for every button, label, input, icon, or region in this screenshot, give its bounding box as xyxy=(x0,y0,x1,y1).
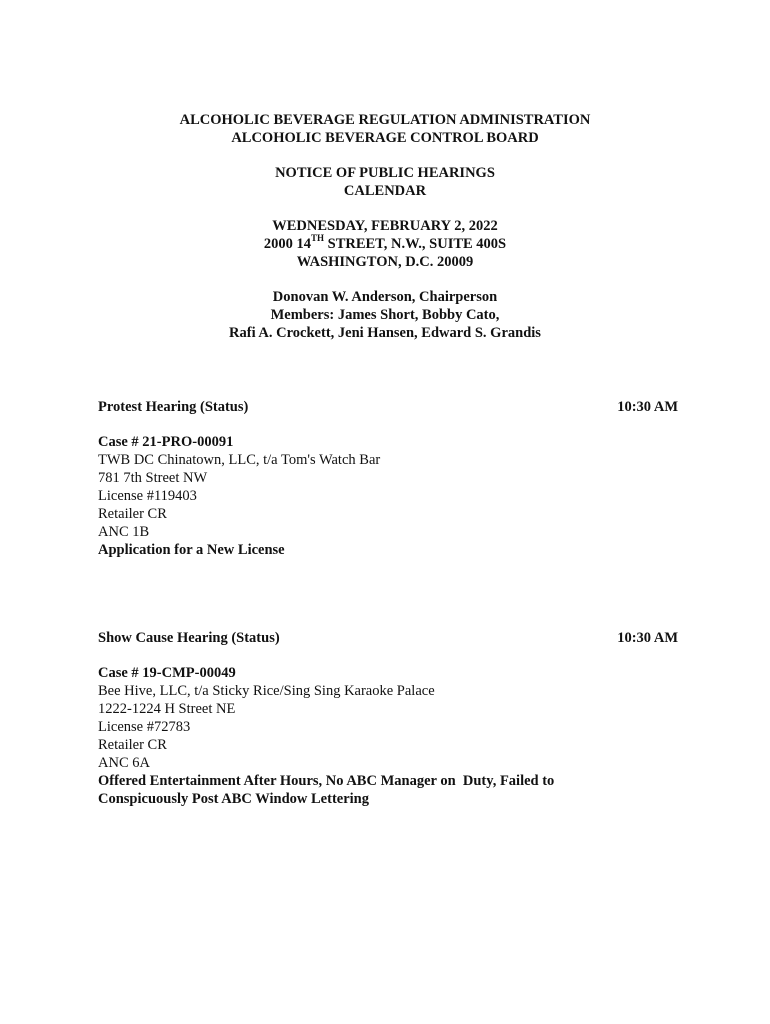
document-header xyxy=(0,111,770,342)
case-address: 781 7th Street NW xyxy=(98,470,208,486)
case-entity: Bee Hive, LLC, t/a Sticky Rice/Sing Sing Karaoke Palace xyxy=(98,683,435,699)
board-name: ALCOHOLIC BEVERAGE CONTROL BOARD xyxy=(231,130,539,146)
case-license-class: Retailer CR xyxy=(98,506,167,522)
case-anc: ANC 6A xyxy=(98,755,150,771)
hearing-city: WASHINGTON, D.C. 20009 xyxy=(296,254,474,270)
case-number: Case # 21-PRO-00091 xyxy=(98,434,234,450)
hearing-heading xyxy=(98,398,678,416)
hearing-type: Protest Hearing (Status) xyxy=(98,399,249,415)
case-entity: TWB DC Chinatown, LLC, t/a Tom's Watch Bar xyxy=(98,452,381,468)
case-license: License #119403 xyxy=(98,488,197,504)
case-license: License #72783 xyxy=(98,719,191,735)
hearing-time: 10:30 AM xyxy=(617,399,678,415)
case-license-class: Retailer CR xyxy=(98,737,167,753)
hearing-time: 10:30 AM xyxy=(617,630,678,646)
address-number: 2000 14 xyxy=(263,236,311,252)
calendar-title: CALENDAR xyxy=(343,183,427,199)
address-street: STREET, N.W., SUITE 400S xyxy=(324,236,507,252)
case-number: Case # 19-CMP-00049 xyxy=(98,665,236,681)
board-members-line-1: Members: James Short, Bobby Cato, xyxy=(270,307,500,323)
case-matter-line-2: Conspicuously Post ABC Window Lettering xyxy=(98,791,369,807)
case-address: 1222-1224 H Street NE xyxy=(98,701,236,717)
board-chair: Donovan W. Anderson, Chairperson xyxy=(272,289,498,305)
hearing-heading xyxy=(98,629,678,647)
hearing-date: WEDNESDAY, FEBRUARY 2, 2022 xyxy=(272,218,498,234)
hearing-section xyxy=(98,398,678,559)
case-matter: Application for a New License xyxy=(98,542,285,558)
hearing-section xyxy=(98,629,678,808)
case-details xyxy=(98,433,678,559)
case-matter-line-1: Offered Entertainment After Hours, No ABC Manager on Duty, Failed to xyxy=(98,773,555,789)
agency-name: ALCOHOLIC BEVERAGE REGULATION ADMINISTRATION xyxy=(179,112,591,128)
address-superscript: TH xyxy=(310,233,324,244)
case-anc: ANC 1B xyxy=(98,524,150,540)
board-members-line-2: Rafi A. Crockett, Jeni Hansen, Edward S. Grandis xyxy=(229,325,541,341)
hearing-address xyxy=(0,235,770,253)
hearing-type: Show Cause Hearing (Status) xyxy=(98,630,280,646)
notice-title: NOTICE OF PUBLIC HEARINGS xyxy=(275,165,495,181)
case-details xyxy=(98,664,678,808)
